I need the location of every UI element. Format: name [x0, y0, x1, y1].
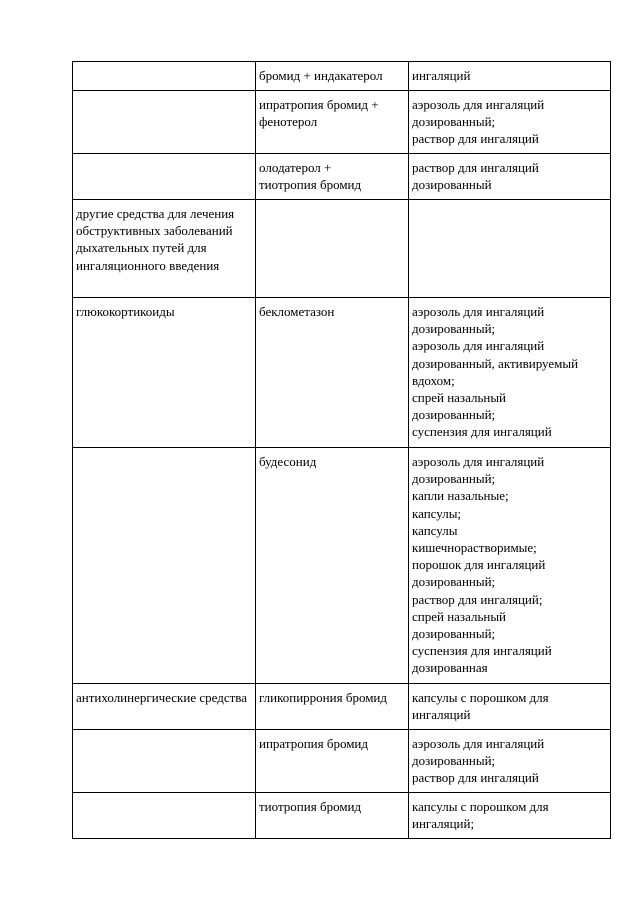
table-cell-drug: ипратропия бромид + фенотерол — [256, 91, 409, 154]
drug-table — [72, 61, 611, 839]
table-cell-group — [73, 793, 256, 839]
table-cell-group: антихолинергические средства — [73, 684, 256, 730]
table-row — [73, 298, 611, 448]
table-cell-form: аэрозоль для ингаляций дозированный; капли назальные; капсулы; капсулы кишечнорастворимые; порошок для ингаляций дозированный; раствор для ингаляций; спрей назальный дозированный; суспензия для ингаляций дозированная — [409, 448, 611, 684]
table-cell-form: раствор для ингаляций дозированный — [409, 154, 611, 200]
table-cell-group: другие средства для лечения обструктивных заболеваний дыхательных путей для ингаляционного введения — [73, 200, 256, 298]
table-cell-group — [73, 91, 256, 154]
table-cell-group — [73, 154, 256, 200]
table-row — [73, 730, 611, 793]
table-cell-form: капсулы с порошком для ингаляций; — [409, 793, 611, 839]
table-cell-form — [409, 200, 611, 298]
table-row — [73, 91, 611, 154]
table-cell-form: аэрозоль для ингаляций дозированный; аэрозоль для ингаляций дозированный, активируемый вдохом; спрей назальный дозированный; суспензия для ингаляций — [409, 298, 611, 448]
table-cell-drug: олодатерол + тиотропия бромид — [256, 154, 409, 200]
table-cell-drug: бромид + индакатерол — [256, 62, 409, 91]
table-cell-form: ингаляций — [409, 62, 611, 91]
table-row — [73, 448, 611, 684]
table-row — [73, 62, 611, 91]
table-cell-drug: беклометазон — [256, 298, 409, 448]
table-cell-drug: гликопиррония бромид — [256, 684, 409, 730]
table-cell-drug — [256, 200, 409, 298]
table-cell-form: аэрозоль для ингаляций дозированный; раствор для ингаляций — [409, 91, 611, 154]
table-cell-drug: тиотропия бромид — [256, 793, 409, 839]
table-row — [73, 200, 611, 298]
table-cell-drug: ипратропия бромид — [256, 730, 409, 793]
table-row — [73, 154, 611, 200]
table-cell-form: аэрозоль для ингаляций дозированный; раствор для ингаляций — [409, 730, 611, 793]
table-cell-group — [73, 448, 256, 684]
table-cell-group: глюкокортикоиды — [73, 298, 256, 448]
table-cell-group — [73, 730, 256, 793]
table-row — [73, 684, 611, 730]
table-row — [73, 793, 611, 839]
table-cell-form: капсулы с порошком для ингаляций — [409, 684, 611, 730]
table-cell-group — [73, 62, 256, 91]
table-cell-drug: будесонид — [256, 448, 409, 684]
